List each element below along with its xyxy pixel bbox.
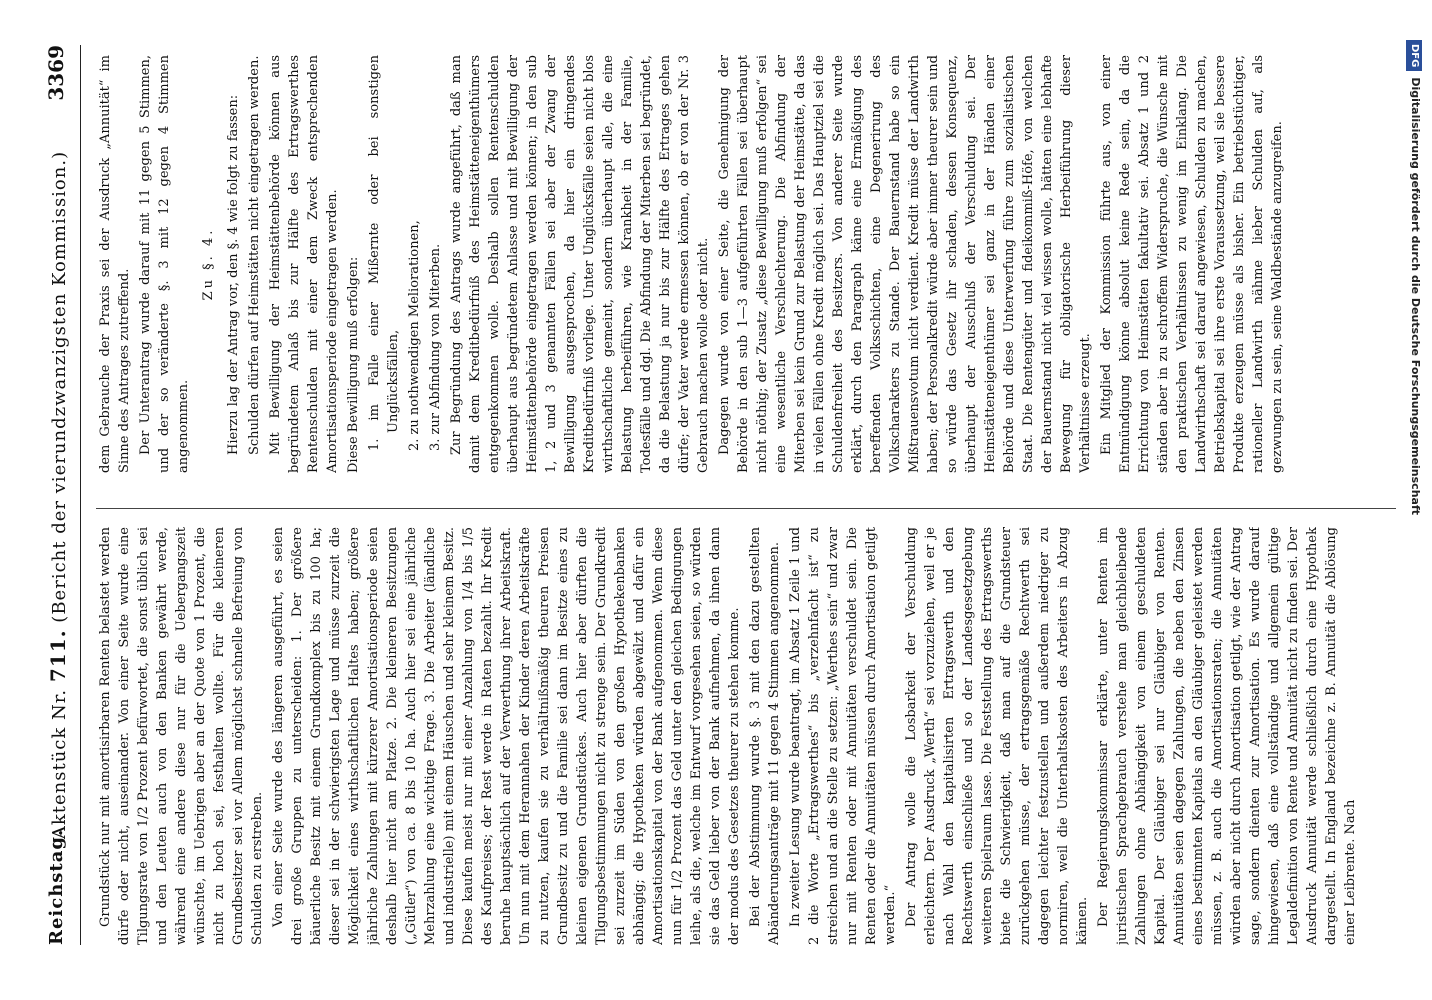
header-number: 711. — [46, 629, 70, 683]
header-prefix: Aktenstück Nr. — [49, 688, 70, 840]
paragraph: 3. zur Abfindung von Miterben. — [428, 243, 443, 451]
paragraph: 2. zu nothwendigen Meliorationen, — [407, 220, 422, 451]
paragraph: Bei der Abstimmung wurde §. 3 mit den dazu gestellten Abänderungsanträge mit 11 gegen 4 Stimmen angenommen. — [748, 527, 782, 945]
paragraph: Diese Bewilligung muß erfolgen: — [346, 256, 361, 473]
dfg-logo: DFG — [1406, 40, 1422, 71]
paragraph: Dagegen wurde von einer Seite, die Genehmigung der Behörde in den sub 1—3 aufgeführten Fällen sei überhaupt nicht nöthig; der Zusatz „diese Bewilligung muß erfolgen“ sei eine wesentliche Verschlechterung. Die Abfindung der Miterben sei kein Grund zur Belastung der Heimstätte, da das in vielen Fällen ohne Kredit möglich sei. Das Hauptziel sei die Schuldenfreiheit des Besitzers. Von anderer Seite wurde erklärt, durch den Paragraph käme eine Ermäßigung des bereffenden Volksschichten, eine Degenerirung des Volkscharakters zu Stande. Der Bauernstand habe so ein Mißtrauensvotum nicht verdient. Kredit müsse der Landwirth haben; der Personalkredit würde aber immer theurer sein und so würde das Gesetz ihr schaden, dessen Konsequenz, überhaupt der Ausschluß der Verschuldung sei. Der Heimstätteneigenthümer sei ganz in der Händen einer Behörde und diese Unterwerfung führe zum sozialistischen Staat. Die Rentengüter und fideikommiß-Höfe, von welchen der Bauernstand nicht viel wissen wolle, hätten eine lebhafte Bewegung für obligatorische Herbeiführung dieser Verhältnisse erzeugt. — [717, 55, 1093, 473]
left-column — [96, 527, 1396, 945]
paragraph: Der Regierungskommissar erklärte, unter Renten im juristischen Sprachgebrauch verstehe man gleichbleibende Zahlungen ohne Abhängigkeit von einem geschuldeten Kapital. Der Gläubiger sei nur Gläubiger von Renten. Annuitäten seien dagegen Zahlungen, die neben den Zinsen eines bestimmten Kapitals an den Gläubiger geleistet werden müssen, z. B. auch die Amortisationsraten; die Annuitäten würden aber nicht durch Amortisation getilgt, wie der Antrag sage, sondern dienten zur Amortisation. Es wurde darauf hingewiesen, daß eine vollständige und allgemein gültige Legaldefinition von Rente und Annuität nicht zu finden sei. Der Ausdruck Annuität werde schließlich durch eine Hypothek dargestellt. In England bezeichne z. B. Annuität die Ablösung einer Leibrente. Nach — [1096, 527, 1358, 945]
paragraph: Zu §. 4. — [201, 227, 216, 301]
paragraph: Der Antrag wolle die Losbarkeit der Verschuldung erleichtern. Der Ausdruck „Werth“ sei vorzuziehen, weil er je nach Wahl den kapitalisirten Ertragswerth und den Rechtswerth einschließe und so der Landesgesetzgebung weiteren Spielraum lasse. Die Feststellung des Ertragswerths biete die Schwierigkeit, daß man auf die Grundsteuer zurückgehen müsse, der ertragsgemäße Rechtwerth sei dagegen leichter festzustellen und außerdem niedriger zu normiren, weil die Unterhaltskosten des Arbeiters in Abzug kämen. — [904, 527, 1090, 945]
paragraph: Ein Mitglied der Kommission führte aus, von einer Entmündigung könne absolut keine Rede sein, da die Errichtung von Heimstätten fakultativ sei. Absatz 1 und 2 ständen aber in zu schroffem Widerspruche, die Wünsche mit den praktischen Verhältnissen zu wenig im Einklang. Die Landwirthschaft sei darauf angewiesen, Schulden zu machen, Betriebskapital sei ihre erste Voraussetzung, weil sie bessere Produkte erzeugen müsse als bisher. Ein betriebstüchtiger, rationeller Landwirth nähme lieber Schulden auf, als gezwungen zu sein, seine Waldbestände anzugreifen. — [1099, 55, 1285, 473]
header-suffix: (Bericht der vierundzwanzigsten Kommission.) — [49, 150, 70, 623]
paragraph: Schulden dürfen auf Heimstätten nicht eingetragen werden. — [247, 55, 262, 455]
paragraph: Hierzu lag der Antrag vor, den §. 4 wie folgt zu fassen: — [226, 94, 241, 455]
paragraph: Zur Begründung des Antrags wurde angeführt, daß man damit dem Kreditbedürfniß des Heimstätteneigenthümers entgegenkommen wolle. Deshalb sollen Rentenschulden überhaupt aus begründetem Anlasse und mit Bewilligung der Heimstättenbehörde eingetragen werden können; in den sub 1, 2 und 3 genannten Fällen sei aber der Zwang der Bewilligung ausgesprochen, da hier ein dringendes Kreditbedürfniß vorliege. Unter Unglücksfälle seien nicht blos wirthschaftliche gemeint, sondern überhaupt alle, die eine Belastung herbeiführen, wie Krankheit in der Familie, Todesfälle und dgl. Die Abfindung der Miterben sei begründet, da die Belastung ja nur bis zur Hälfte des Ertrages gehen dürfe; der Vater werde ermessen können, ob er von der Nr. 3 Gebrauch machen wolle oder nicht. — [449, 55, 711, 473]
paragraph: Von einer Seite wurde des längeren ausgeführt, es seien drei große Gruppen zu unterscheiden: 1. Der größere bäuerliche Besitz mit einem Grundkomplex bis zu 100 ha; dieser sei in der schwierigsten Lage und müsse zurzeit die Möglichkeit eines wirthschaftlichen Haltes haben; größere jährliche Zahlungen mit kürzerer Amortisationsperiode seien deshalb hier nicht am Platze. 2. Die kleineren Besitzungen („Gütler“) von ca. 8 bis 10 ha. Auch hier sei eine jährliche Mehrzahlung eine wichtige Frage. 3. Die Arbeiter (ländliche und industrielle) mit einem Häuschen und sehr kleinem Besitz. Diese kaufen meist nur mit einer Anzahlung von 1/4 bis 1/5 des Kaufpreises; der Rest werde in Raten bezahlt. Ihr Kredit beruhe hauptsächlich auf der Verwerthung ihrer Arbeitskraft. Um nun mit dem Herannahen der Kinder deren Arbeitskräfte zu nutzen, kaufen sie zu verhältnißmäßig theuren Preisen Grundbesitz zu und die Familie sei dann im Besitze eines zu kleinen eigenen Grundstückes. Auch hier aber dürften die Tilgungsbestimmungen nicht zu strenge sein. Der Grundkredit sei zurzeit im Süden von den großen Hypothekenbanken abhängig; die Hypotheken würden abgewälzt und dafür ein Amortisationskapital von der Bank aufgenommen. Wenn diese nun für 1/2 Prozent das Geld unter den gleichen Bedingungen leihe, als die, welche im Entwurf vorgesehen seien, so würden sie das Geld lieber von der Bank aufnehmen, da ihnen dann der modus des Gesetzes theurer zu stehen komme. — [271, 527, 742, 945]
stamp-text: Digitalisierung gefördert durch die Deutsche Forschungsgemeinschaft — [1409, 77, 1422, 516]
paragraph: 1. im Falle einer Mißernte oder bei sonstigen Unglücksfällen, — [367, 55, 401, 451]
paragraph: In zweiter Lesung wurde beantragt, im Absatz 1 Zeile 1 und 2 die Worte „Ertragswerthes“ bis „verzehnfacht ist“ zu streichen und an die Stelle zu setzen: „Werthes sein“ und zwar nur mit Renten oder mit Annuitäten verschuldet sein. Die Renten oder die Annuitäten müssen durch Amortisation getilgt werden.“ — [788, 527, 898, 945]
page-number: 3369 — [44, 45, 68, 101]
paragraph: Grundstück nur mit amortisirbaren Renten belastet werden dürfe oder nicht, auseinander. Von einer Seite wurde eine Tilgungsrate von 1/2 Prozent befürwortet, die sonst üblich sei und den Leuten auch von den Banken gewährt werde, während eine andere diese nur für die Uebergangszeit wünschte, im Uebrigen aber an der Quote von 1 Prozent, die nicht zu hoch sei, festhalten wollte. Für die kleineren Grundbesitzer sei vor Allem möglichst schnelle Befreiung von Schulden zu erstreben. — [98, 527, 265, 945]
paragraph: Der Unterantrag wurde darauf mit 11 gegen 5 Stimmen, und der so veränderte §. 3 mit 12 gegen 4 Stimmen angenommen. — [138, 55, 191, 473]
paragraph: dem Gebrauche der Praxis sei der Ausdruck „Annuität“ im Sinne des Antrages zutreffend. — [98, 55, 132, 473]
paragraph: Mit Bewilligung der Heimstättenbehörde können aus begründetem Anlaß bis zur Hälfte des Ertragswerthes Rentenschulden mit einer dem Zweck entsprechenden Amortisationsperiode eingetragen werden. — [268, 55, 340, 473]
right-column — [96, 55, 1396, 473]
digitization-stamp — [1400, 40, 1430, 1000]
header-rule — [80, 45, 81, 945]
running-header — [40, 45, 74, 945]
header-title — [46, 45, 70, 945]
column-separator — [96, 508, 1396, 509]
header-left: Reichstag. — [46, 828, 67, 945]
